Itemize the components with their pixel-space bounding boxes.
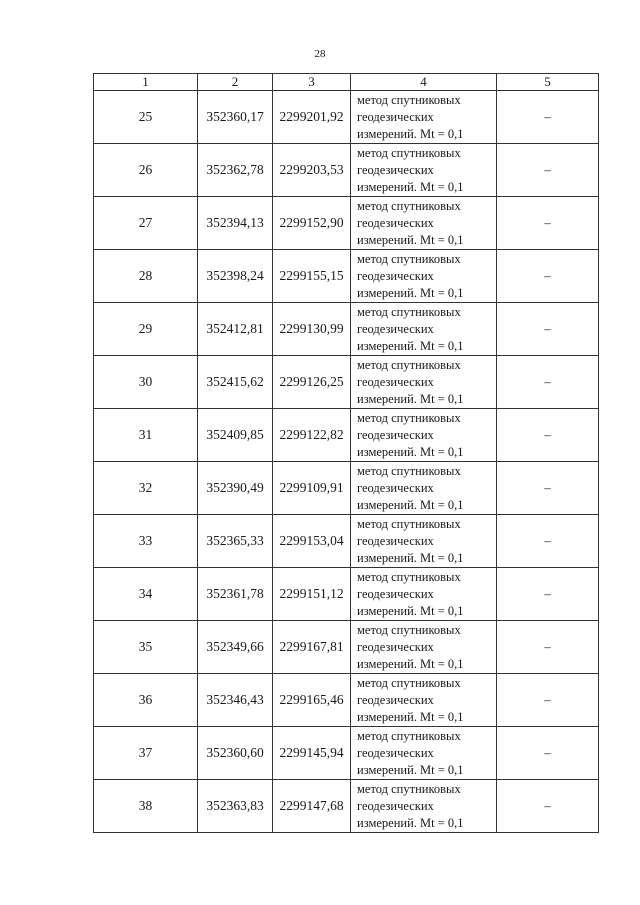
method-line: метод спутниковых	[357, 463, 461, 478]
x-coordinate-cell: 352346,43	[198, 674, 273, 727]
method-cell	[351, 144, 497, 197]
table-row	[94, 515, 599, 568]
method-line: метод спутниковых	[357, 675, 461, 690]
method-line: геодезических	[357, 533, 434, 548]
y-coordinate-cell: 2299203,53	[273, 144, 351, 197]
table-row	[94, 197, 599, 250]
table-row	[94, 356, 599, 409]
y-coordinate-cell: 2299167,81	[273, 621, 351, 674]
table-header	[94, 74, 599, 91]
y-coordinate-cell: 2299147,68	[273, 780, 351, 833]
y-coordinate-cell: 2299152,90	[273, 197, 351, 250]
x-coordinate-cell: 352360,17	[198, 91, 273, 144]
note-cell: –	[497, 780, 599, 833]
method-cell	[351, 91, 497, 144]
table-row	[94, 303, 599, 356]
x-coordinate-cell: 352415,62	[198, 356, 273, 409]
method-line: измерений. Mt = 0,1	[357, 391, 464, 406]
method-cell	[351, 462, 497, 515]
method-cell	[351, 568, 497, 621]
note-cell: –	[497, 727, 599, 780]
method-line: геодезических	[357, 586, 434, 601]
method-line: измерений. Mt = 0,1	[357, 709, 464, 724]
y-coordinate-cell: 2299122,82	[273, 409, 351, 462]
x-coordinate-cell: 352361,78	[198, 568, 273, 621]
method-line: измерений. Mt = 0,1	[357, 762, 464, 777]
note-cell: –	[497, 91, 599, 144]
point-number-cell: 27	[94, 197, 198, 250]
method-line: геодезических	[357, 321, 434, 336]
x-coordinate-cell: 352409,85	[198, 409, 273, 462]
note-cell: –	[497, 144, 599, 197]
method-cell	[351, 409, 497, 462]
table-row	[94, 144, 599, 197]
note-cell: –	[497, 462, 599, 515]
point-number-cell: 31	[94, 409, 198, 462]
method-cell	[351, 356, 497, 409]
method-line: метод спутниковых	[357, 569, 461, 584]
method-line: метод спутниковых	[357, 145, 461, 160]
method-line: геодезических	[357, 162, 434, 177]
table-row	[94, 621, 599, 674]
y-coordinate-cell: 2299155,15	[273, 250, 351, 303]
note-cell: –	[497, 303, 599, 356]
table-row	[94, 91, 599, 144]
table-row	[94, 409, 599, 462]
method-cell	[351, 674, 497, 727]
point-number-cell: 28	[94, 250, 198, 303]
method-line: геодезических	[357, 745, 434, 760]
point-number-cell: 32	[94, 462, 198, 515]
method-line: геодезических	[357, 268, 434, 283]
x-coordinate-cell: 352390,49	[198, 462, 273, 515]
table-row	[94, 780, 599, 833]
method-line: геодезических	[357, 480, 434, 495]
x-coordinate-cell: 352362,78	[198, 144, 273, 197]
method-line: измерений. Mt = 0,1	[357, 338, 464, 353]
point-number-cell: 37	[94, 727, 198, 780]
column-header-4: 4	[351, 74, 497, 91]
method-line: метод спутниковых	[357, 92, 461, 107]
method-line: метод спутниковых	[357, 622, 461, 637]
method-cell	[351, 621, 497, 674]
note-cell: –	[497, 621, 599, 674]
x-coordinate-cell: 352349,66	[198, 621, 273, 674]
column-header-1: 1	[94, 74, 198, 91]
coordinates-table	[93, 73, 599, 833]
method-line: геодезических	[357, 427, 434, 442]
method-cell	[351, 727, 497, 780]
table-row	[94, 727, 599, 780]
table-body	[94, 91, 599, 833]
point-number-cell: 29	[94, 303, 198, 356]
method-line: метод спутниковых	[357, 198, 461, 213]
column-header-3: 3	[273, 74, 351, 91]
y-coordinate-cell: 2299153,04	[273, 515, 351, 568]
y-coordinate-cell: 2299201,92	[273, 91, 351, 144]
x-coordinate-cell: 352398,24	[198, 250, 273, 303]
method-line: метод спутниковых	[357, 516, 461, 531]
method-line: измерений. Mt = 0,1	[357, 656, 464, 671]
x-coordinate-cell: 352360,60	[198, 727, 273, 780]
method-line: геодезических	[357, 109, 434, 124]
method-line: измерений. Mt = 0,1	[357, 285, 464, 300]
method-cell	[351, 780, 497, 833]
method-cell	[351, 197, 497, 250]
point-number-cell: 38	[94, 780, 198, 833]
point-number-cell: 25	[94, 91, 198, 144]
y-coordinate-cell: 2299165,46	[273, 674, 351, 727]
method-line: измерений. Mt = 0,1	[357, 126, 464, 141]
x-coordinate-cell: 352394,13	[198, 197, 273, 250]
note-cell: –	[497, 250, 599, 303]
method-line: измерений. Mt = 0,1	[357, 550, 464, 565]
method-line: измерений. Mt = 0,1	[357, 232, 464, 247]
method-line: метод спутниковых	[357, 251, 461, 266]
note-cell: –	[497, 356, 599, 409]
method-line: метод спутниковых	[357, 304, 461, 319]
point-number-cell: 33	[94, 515, 198, 568]
point-number-cell: 36	[94, 674, 198, 727]
table-row	[94, 568, 599, 621]
point-number-cell: 26	[94, 144, 198, 197]
column-header-2: 2	[198, 74, 273, 91]
y-coordinate-cell: 2299145,94	[273, 727, 351, 780]
method-line: геодезических	[357, 215, 434, 230]
method-cell	[351, 303, 497, 356]
point-number-cell: 34	[94, 568, 198, 621]
point-number-cell: 35	[94, 621, 198, 674]
header-row	[94, 74, 599, 91]
note-cell: –	[497, 515, 599, 568]
y-coordinate-cell: 2299109,91	[273, 462, 351, 515]
y-coordinate-cell: 2299130,99	[273, 303, 351, 356]
table-row	[94, 250, 599, 303]
point-number-cell: 30	[94, 356, 198, 409]
column-header-5: 5	[497, 74, 599, 91]
note-cell: –	[497, 568, 599, 621]
method-line: геодезических	[357, 798, 434, 813]
method-line: геодезических	[357, 692, 434, 707]
x-coordinate-cell: 352363,83	[198, 780, 273, 833]
method-line: измерений. Mt = 0,1	[357, 815, 464, 830]
method-cell	[351, 250, 497, 303]
note-cell: –	[497, 197, 599, 250]
x-coordinate-cell: 352365,33	[198, 515, 273, 568]
method-line: геодезических	[357, 374, 434, 389]
method-line: метод спутниковых	[357, 357, 461, 372]
method-line: метод спутниковых	[357, 410, 461, 425]
method-line: измерений. Mt = 0,1	[357, 603, 464, 618]
method-line: метод спутниковых	[357, 781, 461, 796]
method-line: геодезических	[357, 639, 434, 654]
method-line: измерений. Mt = 0,1	[357, 497, 464, 512]
method-cell	[351, 515, 497, 568]
method-line: измерений. Mt = 0,1	[357, 444, 464, 459]
y-coordinate-cell: 2299126,25	[273, 356, 351, 409]
table-row	[94, 462, 599, 515]
method-line: метод спутниковых	[357, 728, 461, 743]
method-line: измерений. Mt = 0,1	[357, 179, 464, 194]
page-number: 28	[314, 48, 326, 60]
y-coordinate-cell: 2299151,12	[273, 568, 351, 621]
note-cell: –	[497, 409, 599, 462]
x-coordinate-cell: 352412,81	[198, 303, 273, 356]
note-cell: –	[497, 674, 599, 727]
table-row	[94, 674, 599, 727]
